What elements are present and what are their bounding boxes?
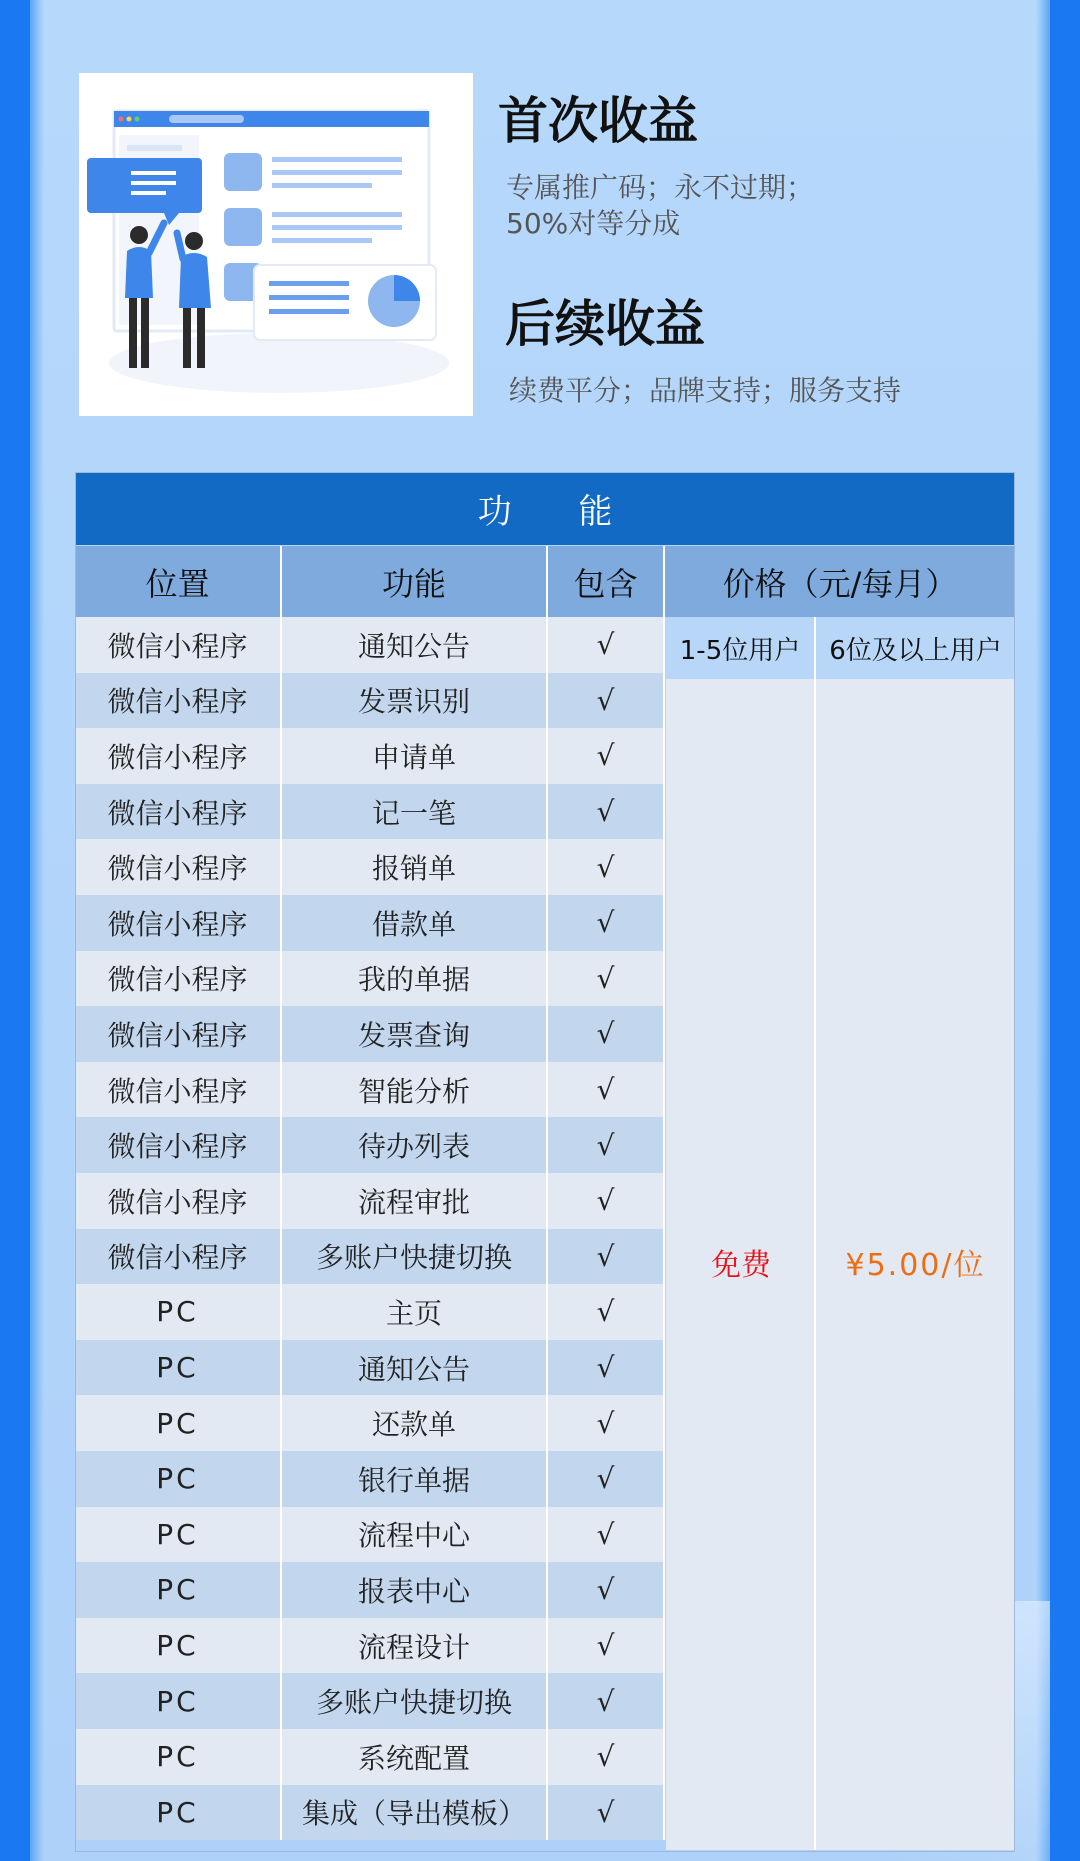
row-feature: 智能分析	[282, 1062, 548, 1118]
row-position: 微信小程序	[75, 1006, 282, 1062]
row-feature: 发票识别	[282, 673, 548, 729]
row-position: PC	[75, 1340, 282, 1396]
table-row	[75, 617, 665, 673]
tier-large-header: 6位及以上用户	[816, 617, 1015, 679]
table-row	[75, 1284, 665, 1340]
row-included: √	[548, 1507, 665, 1563]
row-position: 微信小程序	[75, 617, 282, 673]
header-included: 包含	[548, 546, 665, 617]
table-row	[75, 1618, 665, 1674]
right-edge-band	[1050, 0, 1080, 1861]
table-row	[75, 951, 665, 1007]
table-title: 功 能	[75, 472, 1015, 545]
illustration	[79, 73, 473, 416]
table-row	[75, 1173, 665, 1229]
row-feature: 通知公告	[282, 617, 548, 673]
row-feature: 发票查询	[282, 1006, 548, 1062]
row-feature: 流程设计	[282, 1618, 548, 1674]
row-included: √	[548, 839, 665, 895]
row-included: √	[548, 1562, 665, 1618]
feature-pricing-table	[75, 472, 1015, 1852]
row-feature: 通知公告	[282, 1340, 548, 1396]
row-feature: 银行单据	[282, 1451, 548, 1507]
price-small-value: 免费	[711, 1248, 771, 1283]
first-income-title: 首次收益	[498, 92, 698, 150]
table-row	[75, 895, 665, 951]
row-feature: 申请单	[282, 728, 548, 784]
row-included: √	[548, 784, 665, 840]
row-position: PC	[75, 1507, 282, 1563]
row-included: √	[548, 895, 665, 951]
people-dashboard-illustration	[79, 73, 473, 416]
price-large-value: ¥5.00/位	[845, 1248, 986, 1283]
table-row	[75, 728, 665, 784]
row-feature: 报销单	[282, 839, 548, 895]
row-included: √	[548, 1395, 665, 1451]
row-position: 微信小程序	[75, 1062, 282, 1118]
header-price: 价格（元/每月）	[665, 546, 1015, 617]
row-feature: 借款单	[282, 895, 548, 951]
row-feature: 待办列表	[282, 1117, 548, 1173]
row-feature: 流程中心	[282, 1507, 548, 1563]
row-position: PC	[75, 1673, 282, 1729]
row-position: 微信小程序	[75, 1229, 282, 1285]
row-position: PC	[75, 1729, 282, 1785]
table-row	[75, 1562, 665, 1618]
later-income-line: 续费平分；品牌支持；服务支持	[509, 374, 902, 407]
row-included: √	[548, 1284, 665, 1340]
row-position: 微信小程序	[75, 784, 282, 840]
row-position: 微信小程序	[75, 839, 282, 895]
row-position: 微信小程序	[75, 673, 282, 729]
row-included: √	[548, 1618, 665, 1674]
row-included: √	[548, 1451, 665, 1507]
row-included: √	[548, 1006, 665, 1062]
left-edge-glow	[30, 0, 44, 1861]
table-row	[75, 1062, 665, 1118]
right-edge-glow	[1036, 0, 1050, 1861]
row-feature: 主页	[282, 1284, 548, 1340]
row-included: √	[548, 1673, 665, 1729]
row-included: √	[548, 951, 665, 1007]
row-feature: 流程审批	[282, 1173, 548, 1229]
row-included: √	[548, 1173, 665, 1229]
table-row	[75, 1117, 665, 1173]
row-feature: 集成（导出模板）	[282, 1785, 548, 1841]
row-included: √	[548, 1229, 665, 1285]
row-position: 微信小程序	[75, 728, 282, 784]
later-income-title: 后续收益	[505, 295, 705, 353]
row-position: PC	[75, 1562, 282, 1618]
table-row	[75, 1006, 665, 1062]
row-feature: 多账户快捷切换	[282, 1229, 548, 1285]
row-position: PC	[75, 1618, 282, 1674]
table-row	[75, 1507, 665, 1563]
row-included: √	[548, 728, 665, 784]
table-row	[75, 673, 665, 729]
row-position: 微信小程序	[75, 1173, 282, 1229]
row-position: PC	[75, 1395, 282, 1451]
table-row	[75, 1340, 665, 1396]
row-included: √	[548, 1729, 665, 1785]
row-feature: 记一笔	[282, 784, 548, 840]
left-edge-band	[0, 0, 30, 1861]
row-position: 微信小程序	[75, 895, 282, 951]
table-row	[75, 1729, 665, 1785]
row-included: √	[548, 1062, 665, 1118]
table-row	[75, 1229, 665, 1285]
table-row	[75, 1395, 665, 1451]
row-position: 微信小程序	[75, 951, 282, 1007]
row-included: √	[548, 1117, 665, 1173]
row-included: √	[548, 617, 665, 673]
table-row	[75, 1451, 665, 1507]
row-feature: 我的单据	[282, 951, 548, 1007]
row-feature: 多账户快捷切换	[282, 1673, 548, 1729]
table-row	[75, 1673, 665, 1729]
table-row	[75, 839, 665, 895]
row-position: PC	[75, 1451, 282, 1507]
first-income-line-2: 50%对等分成	[506, 207, 681, 240]
row-position: PC	[75, 1284, 282, 1340]
row-included: √	[548, 1340, 665, 1396]
row-position: 微信小程序	[75, 1117, 282, 1173]
first-income-line-1: 专属推广码；永不过期；	[506, 171, 815, 204]
table-row	[75, 1785, 665, 1841]
header-position: 位置	[75, 546, 282, 617]
row-feature: 报表中心	[282, 1562, 548, 1618]
row-included: √	[548, 673, 665, 729]
row-included: √	[548, 1785, 665, 1841]
table-row	[75, 784, 665, 840]
row-feature: 系统配置	[282, 1729, 548, 1785]
tier-small-header: 1-5位用户	[666, 617, 816, 679]
header-feature: 功能	[282, 546, 548, 617]
row-feature: 还款单	[282, 1395, 548, 1451]
row-position: PC	[75, 1785, 282, 1841]
